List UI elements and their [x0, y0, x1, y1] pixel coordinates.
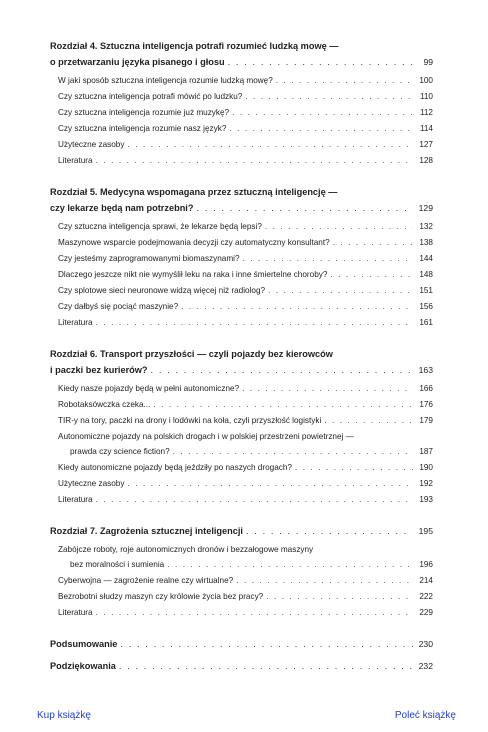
page-number: 99	[423, 57, 433, 67]
section-entry[interactable]	[50, 121, 433, 137]
entry-title: Czy sztuczna inteligencja sprawi, że lekarze będą lepsi?	[58, 222, 262, 231]
dot-leader	[232, 105, 413, 121]
entry-title: i paczki bez kurierów?	[50, 365, 148, 375]
page-number: 190	[419, 463, 433, 472]
page-number: 148	[419, 270, 433, 279]
page-number: 214	[419, 576, 433, 585]
entry-title: Literatura	[58, 495, 93, 504]
entry-title: Dlaczego jeszcze nikt nie wymyślił leku na raka i inne śmiertelne choroby?	[58, 270, 328, 279]
section-title[interactable]: Zabójcze roboty, roje autonomicznych dronów i bezzałogowe maszyny	[58, 545, 314, 554]
section-entry[interactable]	[50, 589, 433, 605]
chapter-title-row[interactable]	[50, 523, 433, 539]
section-entry[interactable]	[50, 153, 433, 169]
entry-title: bez moralności i sumienia	[70, 560, 165, 569]
dot-leader	[96, 492, 413, 508]
dot-leader	[96, 315, 413, 331]
page-number: 128	[419, 156, 433, 165]
dot-leader	[330, 267, 413, 283]
page-number: 161	[419, 318, 433, 327]
entry-title: Użyteczne zasoby	[58, 479, 125, 488]
page-number: 132	[419, 222, 433, 231]
chapter-entry	[50, 346, 433, 508]
entry-title: Rozdział 7. Zagrożenia sztucznej inteligencji	[50, 526, 243, 536]
page-number: 196	[419, 560, 433, 569]
page-number: 176	[419, 400, 433, 409]
page-number: 222	[419, 592, 433, 601]
entry-title: czy lekarze będą nam potrzebni?	[50, 203, 194, 213]
chapter-title[interactable]: Rozdział 5. Medycyna wspomagana przez sztuczną inteligencję —	[50, 187, 338, 197]
section-list	[50, 381, 433, 508]
table-of-contents	[50, 38, 433, 680]
section-entry[interactable]	[50, 413, 433, 429]
entry-title: TIR-y na tory, paczki na drony i lodówki na koła, czyli przyszłość logistyki	[58, 416, 322, 425]
chapter-entry	[50, 184, 433, 331]
dot-leader	[295, 460, 413, 476]
page-number: 144	[419, 254, 433, 263]
page-number: 138	[419, 238, 433, 247]
section-list	[50, 542, 433, 621]
section-entry[interactable]	[50, 397, 433, 413]
recommend-book-link[interactable]: Poleć książkę	[394, 710, 456, 721]
section-entry[interactable]	[50, 557, 433, 573]
dot-leader	[229, 121, 413, 137]
dot-leader	[266, 589, 413, 605]
section-entry[interactable]	[50, 444, 433, 460]
entry-title: o przetwarzaniu języka pisanego i głosu	[50, 57, 225, 67]
buy-book-link[interactable]: Kup książkę	[37, 710, 91, 721]
entry-title: Czy sztuczna inteligencja rozumie nasz język?	[58, 124, 227, 133]
dot-leader	[236, 573, 413, 589]
entry-title: Literatura	[58, 318, 93, 327]
entry-title: Maszynowe wsparcie podejmowania decyzji czy automatyczny konsultant?	[58, 238, 330, 247]
section-entry[interactable]	[50, 251, 433, 267]
section-entry[interactable]	[50, 283, 433, 299]
section-entry[interactable]	[50, 492, 433, 508]
dot-leader	[181, 299, 413, 315]
chapter-entry	[50, 38, 433, 169]
dot-leader	[276, 73, 413, 89]
dot-leader	[246, 523, 413, 539]
page-number: 230	[418, 639, 433, 649]
dot-leader	[265, 219, 413, 235]
dot-leader	[127, 476, 413, 492]
page-number: 193	[419, 495, 433, 504]
page-number: 166	[419, 384, 433, 393]
dot-leader	[167, 557, 413, 573]
back-matter-entry[interactable]	[50, 658, 433, 674]
entry-title: Czy splotowe sieci neuronowe widzą więcej niż radiolog?	[58, 286, 266, 295]
dot-leader	[242, 381, 413, 397]
chapter-title[interactable]: Rozdział 6. Transport przyszłości — czyli pojazdy bez kierowców	[50, 349, 333, 359]
dot-leader	[96, 153, 413, 169]
section-entry[interactable]	[50, 105, 433, 121]
page-number: 112	[419, 108, 433, 117]
dot-leader	[243, 251, 413, 267]
page-number: 100	[419, 76, 433, 85]
entry-title: Użyteczne zasoby	[58, 140, 125, 149]
section-entry[interactable]	[50, 267, 433, 283]
page-number: 110	[419, 92, 433, 101]
entry-title: prawda czy science fiction?	[70, 447, 170, 456]
page-number: 232	[418, 661, 433, 671]
section-entry[interactable]	[50, 299, 433, 315]
section-entry[interactable]	[50, 605, 433, 621]
dot-leader	[127, 137, 413, 153]
entry-title: Robotaksówczka czeka...	[58, 400, 151, 409]
entry-title: W jaki sposób sztuczna inteligencja rozumie ludzką mowę?	[58, 76, 273, 85]
dot-leader	[120, 636, 413, 652]
page-number: 151	[419, 286, 433, 295]
dot-leader	[173, 444, 413, 460]
entry-title: Podziękowania	[50, 661, 116, 671]
section-entry[interactable]	[50, 476, 433, 492]
section-entry[interactable]	[50, 219, 433, 235]
page-number: 127	[419, 140, 433, 149]
section-entry[interactable]	[50, 73, 433, 89]
entry-title: Podsumowanie	[50, 639, 118, 649]
dot-leader	[151, 362, 413, 378]
dot-leader	[333, 235, 413, 251]
page-number: 114	[419, 124, 433, 133]
dot-leader	[196, 200, 413, 216]
back-matter-entry[interactable]	[50, 636, 433, 652]
section-entry[interactable]	[50, 235, 433, 251]
page-number: 195	[418, 526, 433, 536]
footer-links	[0, 710, 488, 726]
section-list	[50, 73, 433, 169]
chapter-entry	[50, 523, 433, 621]
section-list	[50, 219, 433, 331]
section-entry[interactable]	[50, 315, 433, 331]
page-number: 179	[419, 416, 433, 425]
entry-title: Kiedy nasze pojazdy będą w pełni autonomiczne?	[58, 384, 240, 393]
dot-leader	[245, 89, 413, 105]
page-number: 229	[419, 608, 433, 617]
entry-title: Czy jesteśmy zaprogramowanymi biomaszynami?	[58, 254, 240, 263]
page-number: 187	[419, 447, 433, 456]
section-entry[interactable]	[50, 381, 433, 397]
dot-leader	[268, 283, 413, 299]
chapter-title-row[interactable]	[50, 54, 433, 70]
entry-title: Literatura	[58, 156, 93, 165]
entry-title: Bezrobotni słudzy maszyn czy królowie życia bez pracy?	[58, 592, 264, 601]
page-number: 163	[418, 365, 433, 375]
entry-title: Literatura	[58, 608, 93, 617]
entry-title: Czy sztuczna inteligencja rozumie już muzykę?	[58, 108, 230, 117]
section-entry[interactable]	[50, 573, 433, 589]
section-entry[interactable]	[50, 460, 433, 476]
chapter-title-row[interactable]	[50, 200, 433, 216]
page-number: 192	[419, 479, 433, 488]
dot-leader	[153, 397, 413, 413]
dot-leader	[324, 413, 413, 429]
section-title[interactable]: Autonomiczne pojazdy na polskich drogach i w polskiej przestrzeni powietrznej —	[58, 432, 354, 441]
chapter-title[interactable]: Rozdział 4. Sztuczna inteligencja potrafi rozumieć ludzką mowę —	[50, 41, 339, 51]
entry-title: Kiedy autonomiczne pojazdy będą jeździły po naszych drogach?	[58, 463, 292, 472]
page-number: 156	[419, 302, 433, 311]
entry-title: Czy sztuczna inteligencja potrafi mówić po ludzku?	[58, 92, 243, 101]
entry-title: Czy dałbyś się pociąć maszynie?	[58, 302, 179, 311]
section-entry[interactable]	[50, 137, 433, 153]
section-entry[interactable]	[50, 89, 433, 105]
page-number: 129	[418, 203, 433, 213]
dot-leader	[228, 54, 413, 70]
entry-title: Cyberwojna — zagrożenie realne czy wirtualne?	[58, 576, 234, 585]
dot-leader	[96, 605, 413, 621]
chapter-title-row[interactable]	[50, 362, 433, 378]
dot-leader	[119, 658, 413, 674]
